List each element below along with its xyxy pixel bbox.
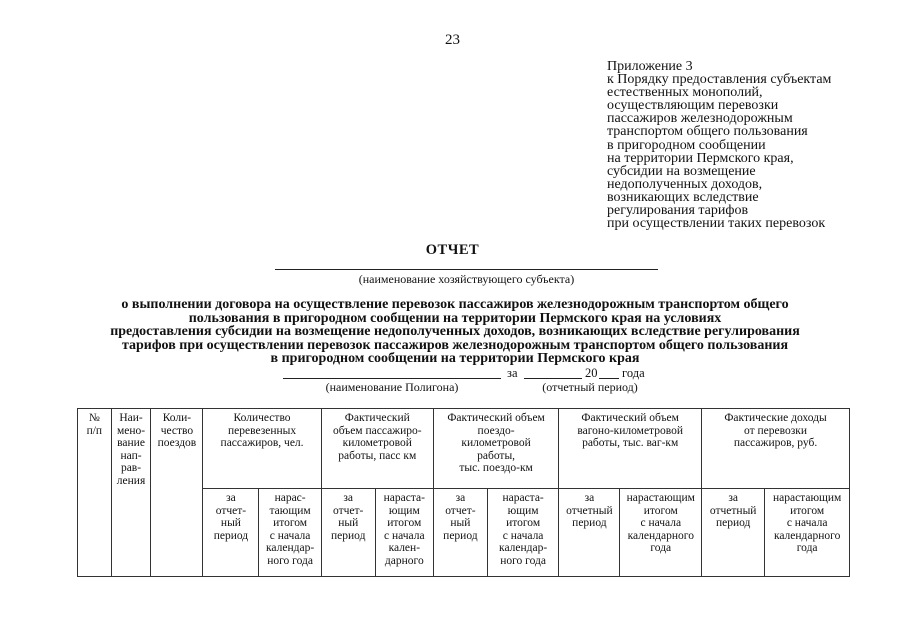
- period-year-line: [599, 378, 619, 379]
- report-table: [77, 408, 850, 577]
- appendix-block: [607, 60, 897, 230]
- appendix-line: на территории Пермского края,: [607, 150, 794, 166]
- entity-name-caption: (наименование хозяйствующего субъекта): [358, 272, 575, 286]
- header-income: Фактические доходы от перевозки пассажиров, руб.: [702, 409, 850, 489]
- subheader-wagon-km-period: за отчетный период: [559, 489, 620, 577]
- subheader-passengers-cumulative: нарас- тающим итогом с начала календар- ного года: [259, 489, 321, 577]
- appendix-line: транспортом общего пользования: [607, 124, 808, 140]
- appendix-line: субсидии на возмещение: [607, 163, 756, 179]
- subtitle-line: о выполнении договора на осуществление перевозок пассажиров железнодорожным транспортом общего: [121, 297, 789, 312]
- appendix-line: недополученных доходов,: [607, 176, 763, 192]
- appendix-line: к Порядку предоставления субъектам: [607, 72, 832, 88]
- appendix-line: регулирования тарифов: [607, 203, 749, 219]
- header-wagon-km: Фактический объем вагоно-километровой работы, тыс. ваг-км: [559, 409, 702, 489]
- period-blank-line: [524, 378, 582, 379]
- appendix-line: Приложение 3: [607, 59, 693, 74]
- appendix-line: в пригородном сообщении: [607, 137, 766, 153]
- appendix-line: возникающих вследствие: [607, 189, 759, 205]
- page-number: 23: [445, 32, 460, 48]
- appendix-line: осуществляющим перевозки: [607, 98, 779, 114]
- entity-name-line: [275, 269, 658, 270]
- header-pass-km: Фактический объем пассажиро- километровой работы, пасс км: [321, 409, 433, 489]
- subheader-train-km-cumulative: нараста- ющим итогом с начала календар- ного года: [487, 489, 558, 577]
- header-trains: Коли- чество поездов: [151, 409, 203, 577]
- header-train-km: Фактический объем поездо- километровой работы, тыс. поездо-км: [433, 409, 558, 489]
- period-year-suffix: года: [622, 366, 645, 380]
- polygon-name-line: [283, 378, 501, 379]
- subheader-income-period: за отчетный период: [702, 489, 765, 577]
- header-passengers: Количество перевезенных пассажиров, чел.: [203, 409, 321, 489]
- subheader-income-cumulative: нарастающим итогом с начала календарного года: [765, 489, 850, 577]
- subheader-pass-km-cumulative: нараста- ющим итогом с начала кален- дарного: [375, 489, 433, 577]
- appendix-line: при осуществлении таких перевозок: [607, 216, 826, 232]
- subheader-passengers-period: за отчет- ный период: [203, 489, 259, 577]
- subtitle-line: пользования в пригородном сообщении на территории Пермского края на условиях: [188, 310, 722, 326]
- appendix-line: естественных монополий,: [607, 85, 763, 101]
- document-title: ОТЧЕТ: [425, 242, 480, 258]
- subheader-pass-km-period: за отчет- ный период: [321, 489, 375, 577]
- subtitle-line: в пригородном сообщении на территории Пермского края: [270, 351, 640, 366]
- subtitle-line: тарифов при осуществлении перевозок пассажиров железнодорожным транспортом общего пользования: [121, 337, 789, 353]
- header-direction: Наи- мено- вание нап- рав- ления: [111, 409, 151, 577]
- subheader-wagon-km-cumulative: нарастающим итогом с начала календарного года: [620, 489, 702, 577]
- subtitle-line: предоставления субсидии на возмещение недополученных доходов, возникающих вследствие регулирования: [110, 324, 800, 339]
- subheader-train-km-period: за отчет- ный период: [433, 489, 487, 577]
- period-year-prefix: 20: [585, 366, 598, 380]
- appendix-line: пассажиров железнодорожным: [607, 111, 793, 127]
- polygon-name-caption: (наименование Полигона): [325, 380, 459, 394]
- period-caption: (отчетный период): [542, 380, 638, 394]
- period-za-label: за: [507, 366, 518, 380]
- header-num: № п/п: [78, 409, 112, 577]
- report-subtitle: [40, 298, 870, 366]
